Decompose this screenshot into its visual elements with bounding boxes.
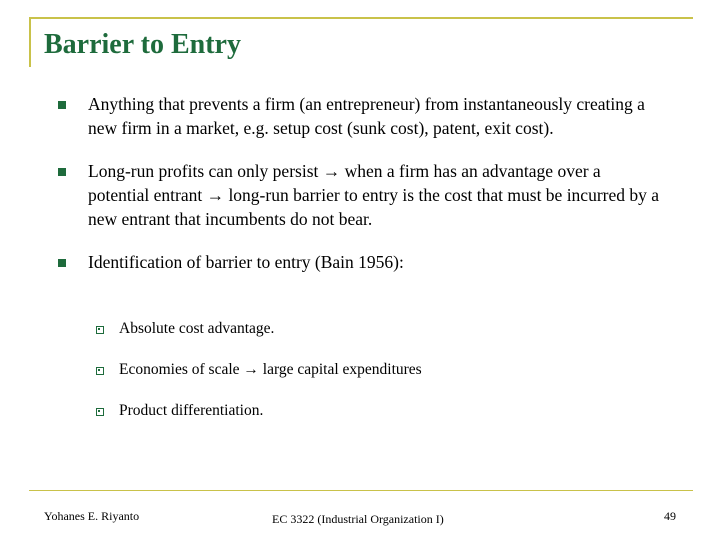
slide-title: Barrier to Entry: [44, 29, 241, 60]
hollow-square-bullet-icon: [96, 367, 104, 375]
bullet-text: Long-run profits can only persist → when a firm has an advantage over a potential entrant → long-run barrier to entry is the cost that must be incurred by a new entrant that incumbents do not bear.: [88, 161, 660, 229]
bullet-item: [56, 92, 666, 140]
footer-author: Yohanes E. Riyanto: [44, 509, 140, 523]
sub-bullet-list: [95, 318, 655, 422]
bullet-list: [56, 92, 666, 274]
sub-bullet-item: [95, 318, 655, 340]
square-bullet-icon: [58, 101, 66, 109]
frame-top-rule: [29, 17, 693, 19]
footer-course: EC 3322 (Industrial Organization I): [272, 512, 444, 526]
frame-left-rule: [29, 17, 31, 67]
hollow-square-bullet-icon: [96, 326, 104, 334]
bullet-item: [56, 159, 666, 231]
sub-bullet-text: Economies of scale → large capital expenditures: [119, 361, 422, 378]
footer-rule: [29, 490, 693, 491]
bullet-text: Identification of barrier to entry (Bain 1956):: [88, 252, 404, 272]
square-bullet-icon: [58, 168, 66, 176]
sub-bullet-item: [95, 400, 655, 422]
sub-bullet-text: Product differentiation.: [119, 402, 264, 419]
square-bullet-icon: [58, 259, 66, 267]
sub-bullet-item: [95, 359, 655, 381]
bullet-item: [56, 250, 666, 274]
sub-bullet-text: Absolute cost advantage.: [119, 320, 275, 337]
bullet-text: Anything that prevents a firm (an entrepreneur) from instantaneously creating a new firm in a market, e.g. setup cost (sunk cost), patent, exit cost).: [88, 94, 645, 138]
page-number: 49: [664, 509, 676, 523]
hollow-square-bullet-icon: [96, 408, 104, 416]
